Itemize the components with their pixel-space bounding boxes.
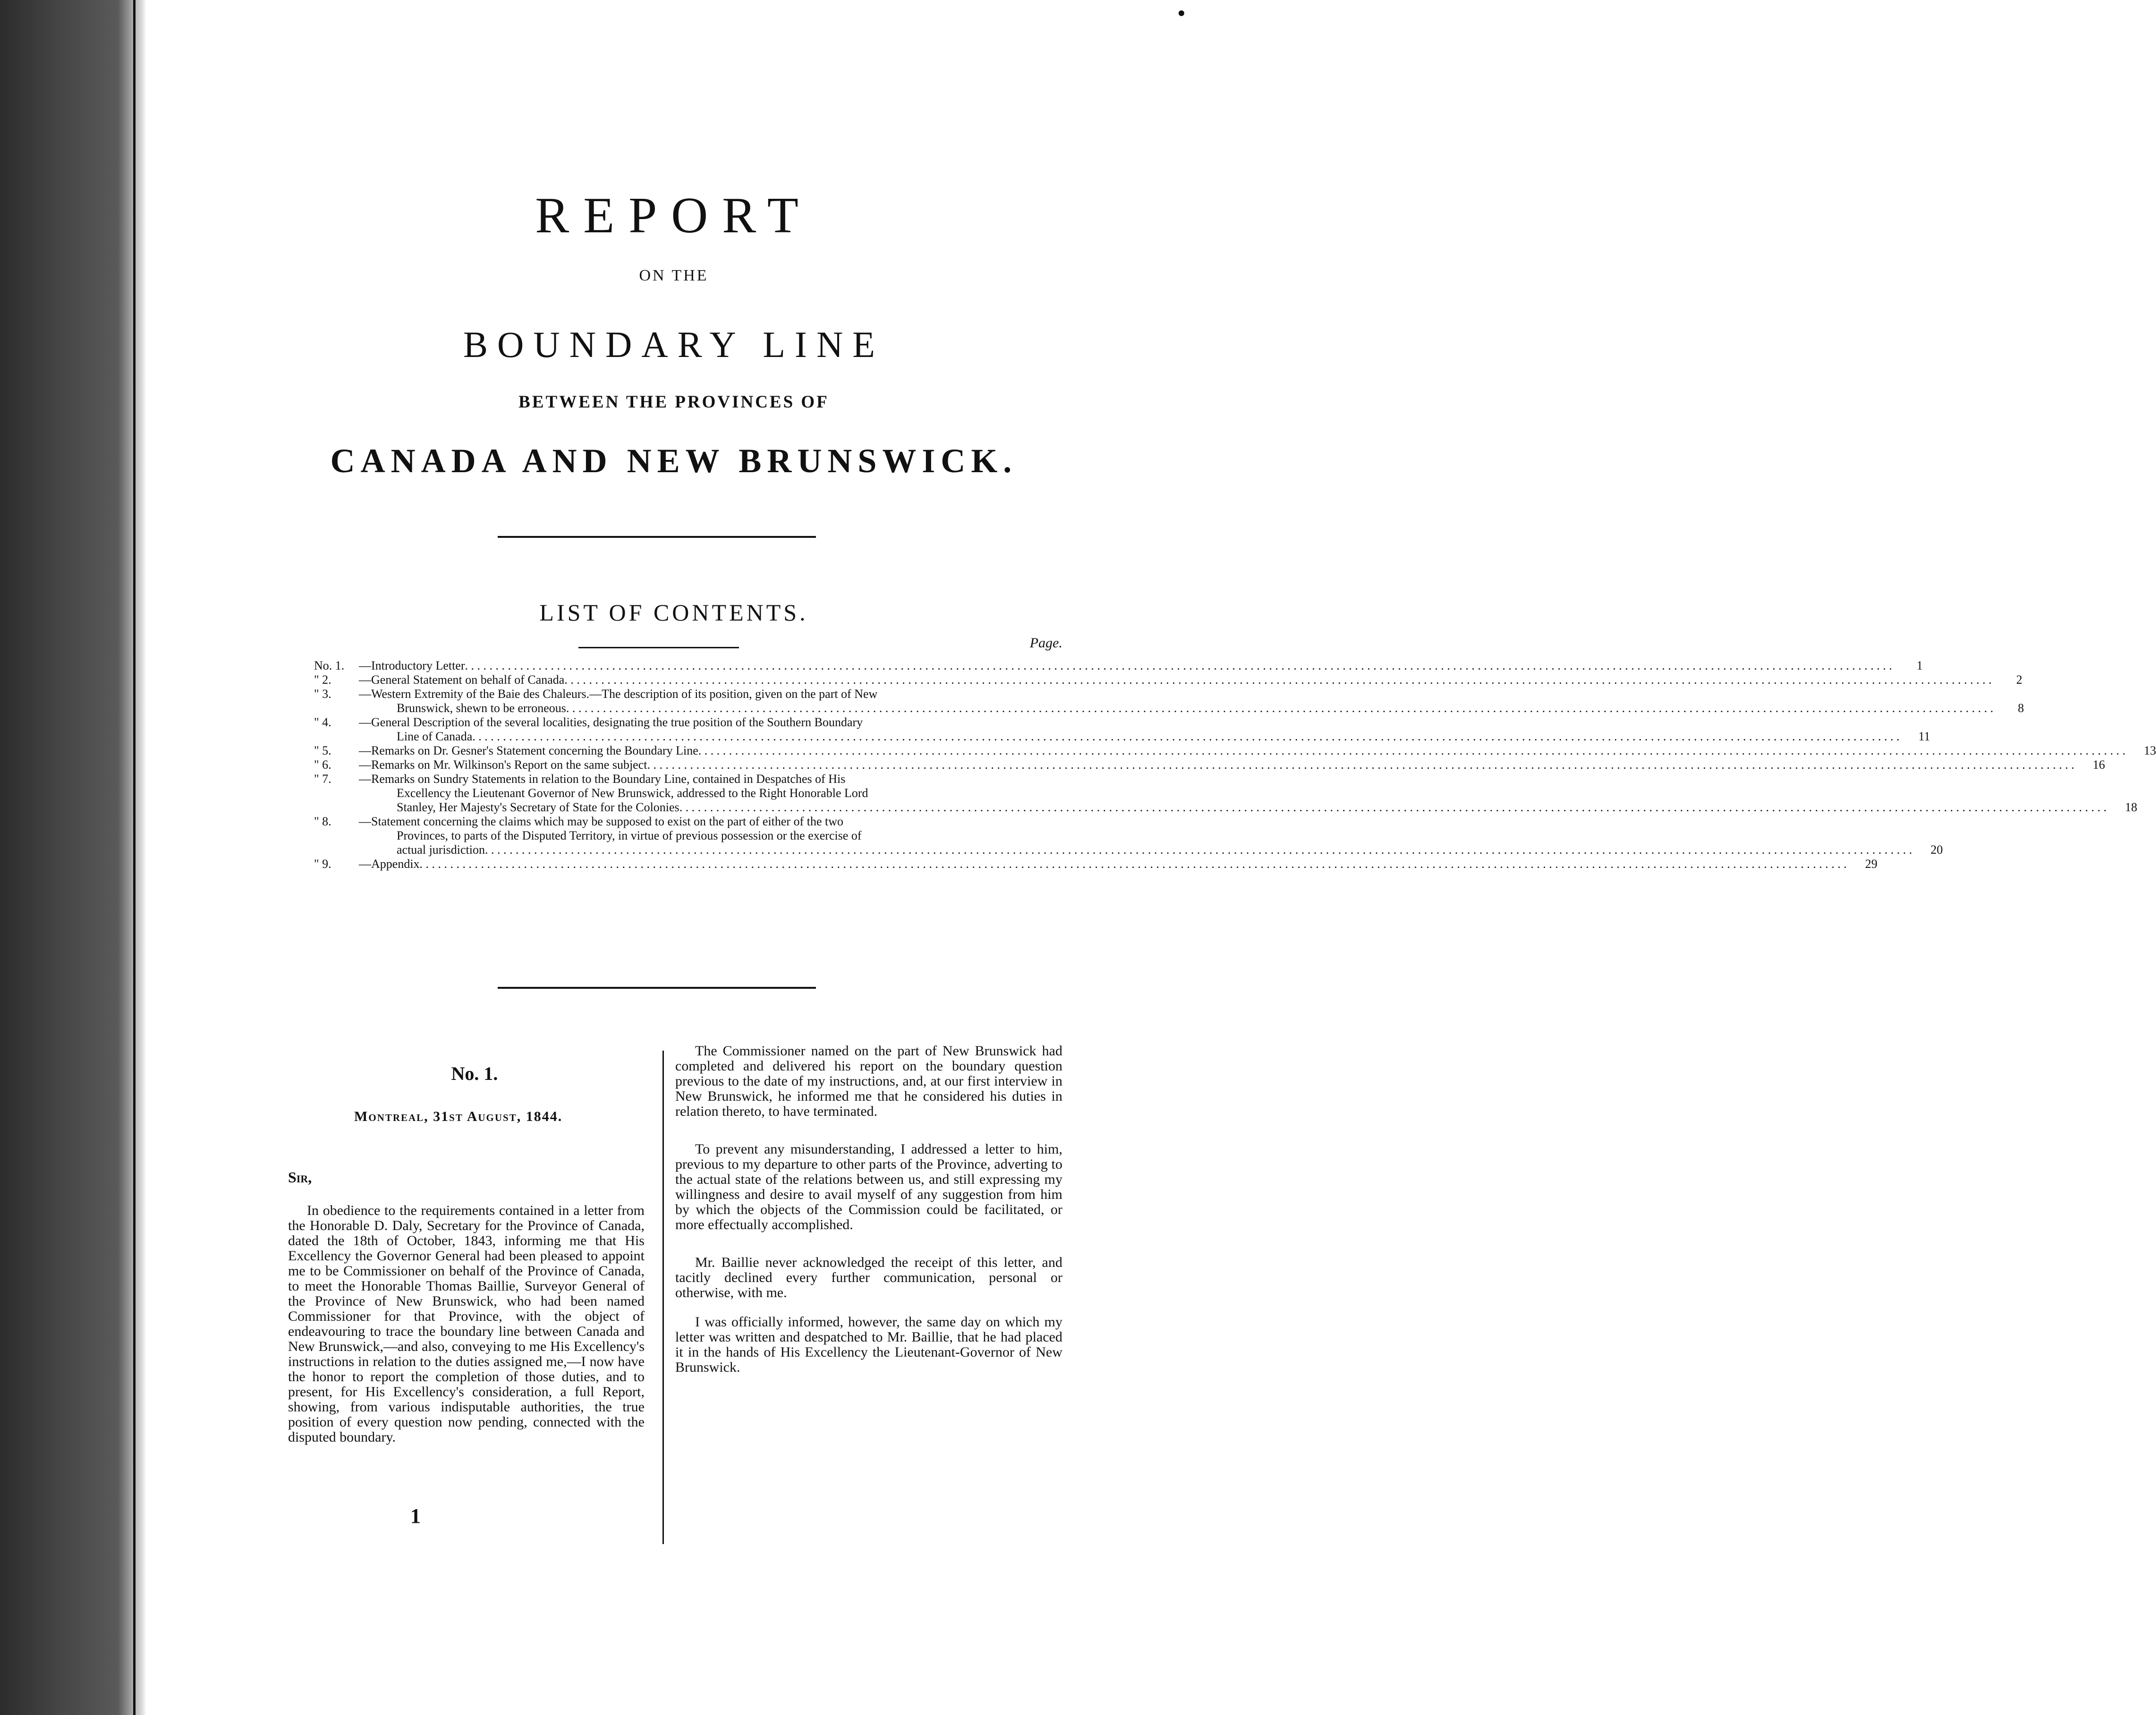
toc-entry-text: Stanley, Her Majesty's Secretary of State for the Colonies [397,800,679,814]
letter-dateline: Montreal, 31st August, 1844. [354,1109,563,1124]
toc-entry [314,659,1923,673]
body-paragraph: To prevent any misunderstanding, I addressed a letter to him, previous to my departure to other parts of the Province, adverting to the actual state of the relations between us, and still expressing my willingness and desire to avail myself of any suggestion from him by which the objects of the Commission could be facilitated, or more effectually accomplished. [675,1141,1062,1232]
toc-entry-number: " 4. [314,715,331,729]
binding-edge [133,0,136,1715]
title-connector: ON THE [639,267,709,284]
book-gutter [0,0,146,1715]
toc-entry-text: actual jurisdiction [397,843,485,857]
report-subject: BOUNDARY LINE [463,324,884,365]
document-page [146,0,2156,1715]
toc-entry-number: " 3. [314,687,331,701]
toc-entry-body [359,659,1923,673]
toc-line [359,659,1923,673]
toc-leader-dots [679,800,2107,815]
toc-page-number [845,772,876,786]
toc-entry-body [359,673,2022,687]
toc-page-number: 11 [1918,730,1930,743]
toc-entry-number: " 6. [314,758,331,772]
body-paragraph: I was officially informed, however, the same day on which my letter was written and despatched to Mr. Baillie, that he had placed it in the hands of His Excellency the Lieutenant-Governor of New Brunswick. [675,1314,1062,1375]
toc-entry-text: —Remarks on Mr. Wilkinson's Report on the same subject [359,758,647,772]
toc-entry-body [359,772,2137,815]
toc-page-number [877,687,908,701]
toc-entry-body [359,687,2024,715]
toc-entry-number: " 8. [314,815,331,828]
toc-entry-body [359,857,1877,871]
toc-line [359,857,1877,871]
toc-leader-dots [472,730,1900,744]
toc-page-number: 13 [2144,744,2156,757]
toc-entry-body [359,815,1943,857]
toc-entry-text: —Statement concerning the claims which may be supposed to exist on the part of either of the two [359,815,844,828]
letter-salutation: Sir, [288,1169,312,1186]
page-number: 1 [410,1504,421,1528]
toc-entry [314,687,2024,715]
divider-rule [498,536,816,538]
toc-entry-number: " 7. [314,772,331,786]
toc-entry [314,815,1943,857]
toc-line [359,829,1943,843]
toc-page-number [863,715,893,730]
toc-line [359,673,2022,687]
report-title: REPORT [535,187,813,244]
toc-line [359,758,2105,772]
toc-leader-dots [564,673,1992,687]
toc-entry-number: " 2. [314,673,331,687]
toc-page-number: 8 [2018,701,2024,715]
toc-line [359,800,2137,815]
toc-line [359,701,2024,715]
toc-entry-text: —Appendix [359,857,420,871]
toc-page-number [862,829,892,843]
toc-entry-number: " 5. [314,744,331,757]
report-provinces: CANADA AND NEW BRUNSWICK. [330,442,1018,480]
toc-leader-dots [465,659,1893,673]
contents-heading: LIST OF CONTENTS. [539,599,808,626]
toc-leader-dots [698,744,2126,758]
toc-line [359,744,2156,758]
toc-entry [314,772,2138,815]
toc-line [359,772,2137,786]
toc-entry-text: Excellency the Lieutenant Governor of New Brunswick, addressed to the Right Honorable Lord [397,786,868,800]
continuation-column [675,1044,1062,1398]
toc-entry-number: " 9. [314,857,331,871]
body-paragraph: The Commissioner named on the part of New Brunswick had completed and delivered his report on the boundary question previous to the date of my instructions, and, at our first interview in New Brunswick, he informed me that he considered his duties in relation thereto, to have terminated. [675,1043,1062,1119]
page-column-label: Page. [1029,635,1062,651]
toc-line [359,843,1943,857]
table-of-contents [314,659,2156,871]
toc-entry [314,744,2156,758]
toc-entry-text: —Remarks on Dr. Gesner's Statement concerning the Boundary Line [359,744,698,757]
toc-line [359,715,1930,730]
letter-number: No. 1. [451,1063,498,1084]
toc-entry-number: No. 1. [314,659,345,672]
toc-entry-body [359,758,2105,772]
toc-page-number: 18 [2125,800,2138,814]
column-divider [662,1051,664,1544]
toc-entry-text: —Introductory Letter [359,659,465,672]
toc-page-number: 16 [2092,758,2105,772]
letter-paragraph: In obedience to the requirements contained in a letter from the Honorable D. Daly, Secretary for the Province of Canada, dated the 18th of October, 1843, informing me that His Excellency the Governor General had been pleased to appoint me to be Commissioner on behalf of the Province of Canada, to meet the Honorable Thomas Baillie, Surveyor General of the Province of New Brunswick, who had been named Commissioner for that Province, with the object of endeavouring to trace the boundary line between Canada and New Brunswick,—and also, conveying to me His Excellency's instructions in relation to the duties assigned me,—I now have the honor to report the completion of those duties, and to present, for His Excellency's consideration, a full Report, showing, from various indisputable authorities, the true position of every question now pending, connected with the disputed boundary. [288,1203,645,1445]
toc-line [359,815,1943,829]
toc-page-number: 1 [1917,659,1923,672]
toc-entry-text: —General Description of the several localities, designating the true position of the Southern Boundary [359,715,863,729]
toc-entry [314,715,1930,744]
toc-page-number [843,815,874,829]
toc-page-number [868,786,899,800]
toc-leader-dots [566,701,1994,715]
toc-entry-text: —Western Extremity of the Baie des Chaleurs.—The description of its position, given on the part of New [359,687,878,701]
toc-entry-body [359,744,2156,758]
toc-page-number: 20 [1930,843,1943,857]
toc-line [359,730,1930,744]
body-paragraph: Mr. Baillie never acknowledged the receipt of this letter, and tacitly declined every further communication, personal or otherwise, with me. [675,1255,1062,1300]
toc-entry-text: —General Statement on behalf of Canada [359,673,565,687]
toc-entry [314,857,1878,871]
toc-page-number: 2 [2016,673,2022,687]
toc-entry [314,673,2022,687]
toc-leader-dots [647,758,2074,772]
toc-page-number: 29 [1865,857,1878,871]
toc-entry-text: —Remarks on Sundry Statements in relation to the Boundary Line, contained in Despatches of His [359,772,846,786]
toc-entry-text: Brunswick, shewn to be erroneous [397,701,566,715]
toc-entry-body [359,715,1930,744]
toc-entry [314,758,2105,772]
toc-line [359,786,2137,800]
contents-underline [578,647,739,648]
toc-leader-dots [485,843,1912,857]
toc-leader-dots [420,857,1847,871]
toc-entry-text: Line of Canada [397,730,473,743]
title-between: BETWEEN THE PROVINCES OF [518,392,829,412]
toc-line [359,687,2024,701]
divider-rule [498,987,816,989]
toc-entry-text: Provinces, to parts of the Disputed Territory, in virtue of previous possession or the exercise of [397,829,862,842]
